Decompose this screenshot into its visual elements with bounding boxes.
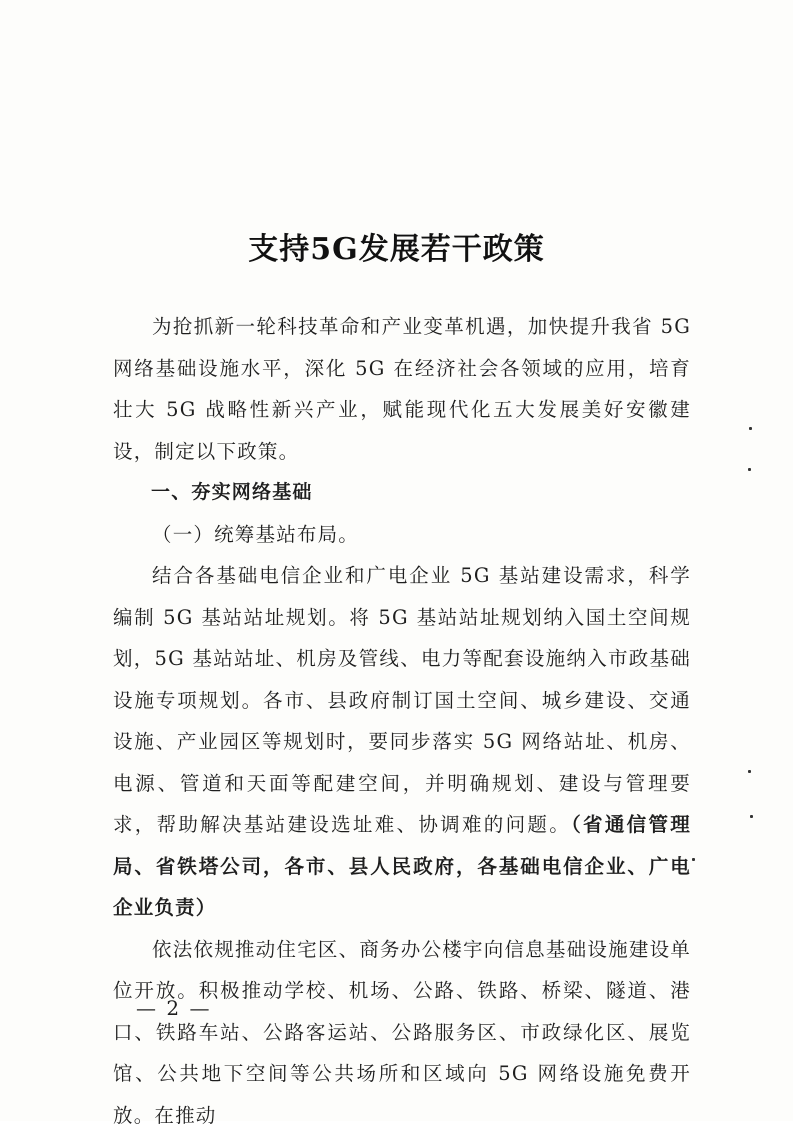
paragraph-site-planning-text: 结合各基础电信企业和广电企业 5G 基站建设需求，科学编制 5G 基站站址规划。将 5G 基站站址规划纳入国土空间规划，5G 基站站址、机房及管线、电力等配套设施纳入市政基础设施专项规划。各市、县政府制订国土空间、城乡建设、交通设施、产业园区等规划时，要同步落实 5G 网络站址、机房、电源、管道和天面等配建空间，并明确规划、建设与管理要求，帮助解决基站建设选址难、协调难的问题。 bbox=[113, 564, 691, 836]
document-title: 支持5G发展若干政策 bbox=[0, 224, 793, 268]
intro-paragraph: 为抢抓新一轮科技革命和产业变革机遇，加快提升我省 5G 网络基础设施水平，深化 5G 在经济社会各领域的应用，培育壮大 5G 战略性新兴产业，赋能现代化五大发展美好安徽建设，制定以下政策。 bbox=[113, 306, 691, 472]
scan-mark bbox=[749, 427, 752, 430]
responsible-parties: （省通信管理局、省铁塔公司，各市、县人民政府，各基础电信企业、广电企业负责） bbox=[113, 813, 691, 919]
scan-mark bbox=[692, 858, 695, 861]
section-heading: 一、夯实网络基础 bbox=[113, 472, 691, 514]
scan-mark bbox=[748, 468, 751, 471]
subsection-heading: （一）统筹基站布局。 bbox=[113, 514, 691, 556]
paragraph-open-access: 依法依规推动住宅区、商务办公楼宇向信息基础设施建设单位开放。积极推动学校、机场、公路、铁路、桥梁、隧道、港口、铁路车站、公路客运站、公路服务区、市政绿化区、展览馆、公共地下空间等公共场所和区域向 5G 网络设施免费开放。在推动 bbox=[113, 929, 691, 1136]
page-number: — 2 — bbox=[136, 996, 211, 1020]
scan-mark bbox=[750, 815, 753, 818]
paragraph-site-planning bbox=[113, 555, 691, 929]
scan-mark bbox=[748, 770, 751, 773]
